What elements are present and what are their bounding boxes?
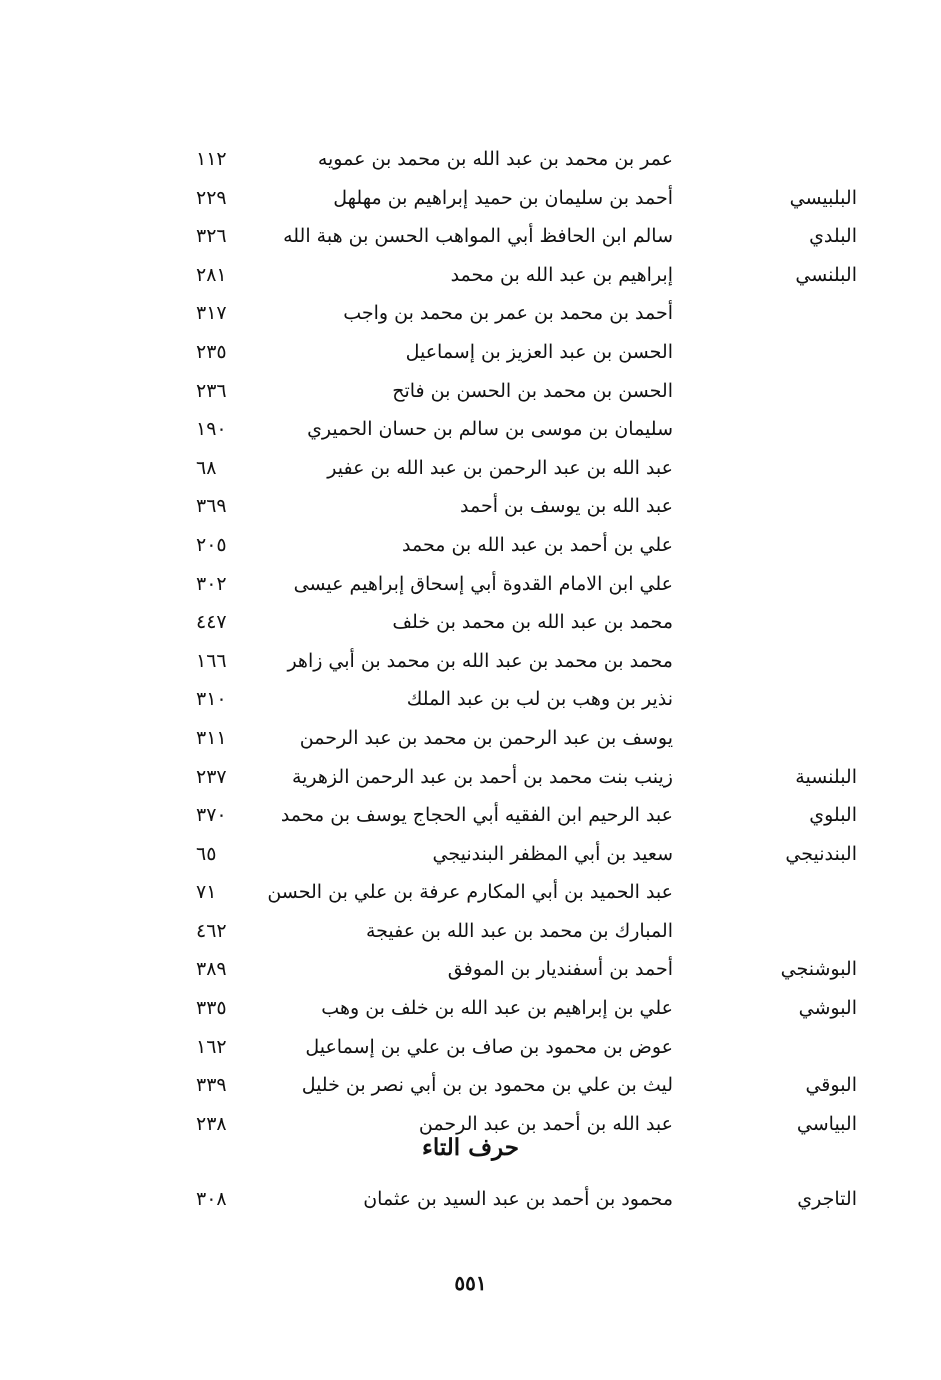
entry-page-number: ٢٣٧: [196, 765, 227, 788]
index-entry: [0, 294, 941, 333]
entry-name: سالم ابن الحافظ أبي المواهب الحسن بن هبة الله: [283, 225, 673, 248]
entry-name: أحمد بن محمد بن عمر بن محمد بن واجب: [343, 302, 673, 325]
index-entry: [0, 449, 941, 488]
entry-page-number: ٢٠٥: [196, 533, 227, 556]
entry-page-number: ٣٢٦: [196, 225, 227, 248]
index-entry: [0, 912, 941, 951]
entry-page-number: ١٦٢: [196, 1035, 227, 1058]
entry-name: عبد الله بن أحمد بن عبد الرحمن: [418, 1112, 673, 1135]
index-entry: [0, 1066, 941, 1105]
entry-page-number: ٤٤٧: [196, 611, 227, 634]
index-entry: [0, 526, 941, 565]
entry-name: الحسن بن محمد بن الحسن بن فاتح: [392, 379, 673, 402]
index-entry: [0, 758, 941, 797]
entry-name: ليث بن علي بن محمود بن بن أبي نصر بن خليل: [301, 1074, 673, 1097]
index-entry: [0, 179, 941, 218]
entry-name: عمر بن محمد بن عبد الله بن محمد بن عمويه: [317, 148, 673, 170]
page-number: ٥٥١: [454, 1271, 487, 1295]
entry-page-number: ١٩٠: [196, 418, 227, 441]
entry-nisba: البلنسية: [795, 765, 857, 788]
entry-page-number: ٧١: [196, 881, 217, 904]
entry-page-number: ٣٣٥: [196, 997, 227, 1020]
entry-name: يوسف بن عبد الرحمن بن محمد بن عبد الرحمن: [299, 726, 673, 749]
entry-name: أحمد بن أسفنديار بن الموفق: [447, 958, 673, 981]
entry-nisba: البلبيسي: [789, 186, 857, 209]
index-entry: [0, 719, 941, 758]
entry-page-number: ٢٢٩: [196, 186, 227, 209]
entry-page-number: ٦٥: [196, 842, 217, 865]
entry-nisba: البوشي: [798, 997, 857, 1020]
index-entry: [0, 796, 941, 835]
entry-name: علي ابن الامام القدوة أبي إسحاق إبراهيم عيسى: [293, 572, 673, 595]
index-entry: [0, 256, 941, 295]
entry-page-number: ٣٦٩: [196, 495, 227, 518]
section-heading: حرف التاء: [422, 1134, 519, 1161]
entry-nisba: التاجري: [797, 1188, 857, 1210]
index-entry: [0, 565, 941, 604]
entry-page-number: ٣٠٨: [196, 1188, 227, 1210]
entry-name: محمد بن محمد بن عبد الله بن محمد بن أبي زاهر: [287, 649, 673, 672]
entry-name: محمد بن عبد الله بن محمد بن خلف: [392, 611, 673, 634]
entry-page-number: ٤٦٢: [196, 919, 227, 942]
entry-page-number: ٢٣٥: [196, 340, 227, 363]
index-entry: [0, 410, 941, 449]
index-entry: [0, 603, 941, 642]
entry-name: عبد الله بن يوسف بن أحمد: [460, 495, 673, 518]
entry-nisba: البوقي: [805, 1074, 857, 1097]
entry-name: المبارك بن محمد بن عبد الله بن عفيجة: [365, 919, 673, 942]
index-entry: [0, 950, 941, 989]
index-entry: [0, 680, 941, 719]
index-entry: [0, 333, 941, 372]
index-entry: [0, 873, 941, 912]
index-entry: [0, 989, 941, 1028]
index-entry: [0, 217, 941, 256]
entry-name: عبد الله بن عبد الرحمن بن عبد الله بن عفير: [327, 456, 673, 479]
entry-name: أحمد بن سليمان بن حميد إبراهيم بن مهلهل: [333, 186, 673, 209]
entry-page-number: ٣١٧: [196, 302, 227, 325]
entry-page-number: ٣٠٢: [196, 572, 227, 595]
entry-page-number: ٣٧٠: [196, 804, 227, 827]
entry-page-number: ٢٣٦: [196, 379, 227, 402]
entry-page-number: ١١٢: [196, 148, 227, 170]
entry-page-number: ٢٨١: [196, 263, 227, 286]
index-entry: [0, 835, 941, 874]
index-entry: [0, 487, 941, 526]
entry-name: سعيد بن أبي المظفر البندنيجي: [432, 842, 673, 865]
entry-page-number: ٣١١: [196, 726, 227, 749]
index-entry: [0, 140, 941, 179]
entry-nisba: البياسي: [796, 1112, 857, 1135]
index-entry: [0, 1180, 941, 1219]
index-entry: [0, 372, 941, 411]
entry-page-number: ١٦٦: [196, 649, 227, 672]
entry-name: نذير بن وهب بن لب بن عبد الملك: [406, 688, 673, 711]
entry-page-number: ٣٨٩: [196, 958, 227, 981]
entry-name: عبد الرحيم ابن الفقيه أبي الحجاج يوسف بن محمد: [280, 804, 673, 827]
entry-page-number: ٦٨: [196, 456, 217, 479]
entry-nisba: البندنيجي: [785, 842, 857, 865]
entry-name: سليمان بن موسى بن سالم بن حسان الحميري: [307, 418, 673, 441]
entry-nisba: البلدي: [809, 225, 857, 248]
entry-name: زينب بنت محمد بن أحمد بن عبد الرحمن الزهرية: [291, 765, 673, 788]
entry-name: علي بن إبراهيم بن عبد الله بن خلف بن وهب: [321, 997, 673, 1020]
entry-nisba: البوشنجي: [780, 958, 857, 981]
entry-name: عبد الحميد بن أبي المكارم عرفة بن علي بن الحسن: [267, 881, 673, 904]
entry-nisba: البلوي: [809, 804, 857, 827]
entry-page-number: ٣١٠: [196, 688, 227, 711]
entry-name: إبراهيم بن عبد الله بن محمد: [450, 263, 673, 286]
entry-page-number: ٣٣٩: [196, 1074, 227, 1097]
index-entries-ta: [0, 1180, 941, 1219]
entry-name: عوض بن محمود بن صاف بن علي بن إسماعيل: [305, 1035, 673, 1058]
entry-name: علي بن أحمد بن عبد الله بن محمد: [402, 533, 673, 556]
index-entry: [0, 642, 941, 681]
index-entries-ba: [0, 140, 941, 1143]
entry-page-number: ٢٣٨: [196, 1112, 227, 1135]
entry-name: الحسن بن عبد العزيز بن إسماعيل: [405, 340, 673, 363]
entry-nisba: البلنسي: [795, 263, 857, 286]
entry-name: محمود بن أحمد بن عبد السيد بن عثمان: [363, 1188, 673, 1210]
index-entry: [0, 1028, 941, 1067]
